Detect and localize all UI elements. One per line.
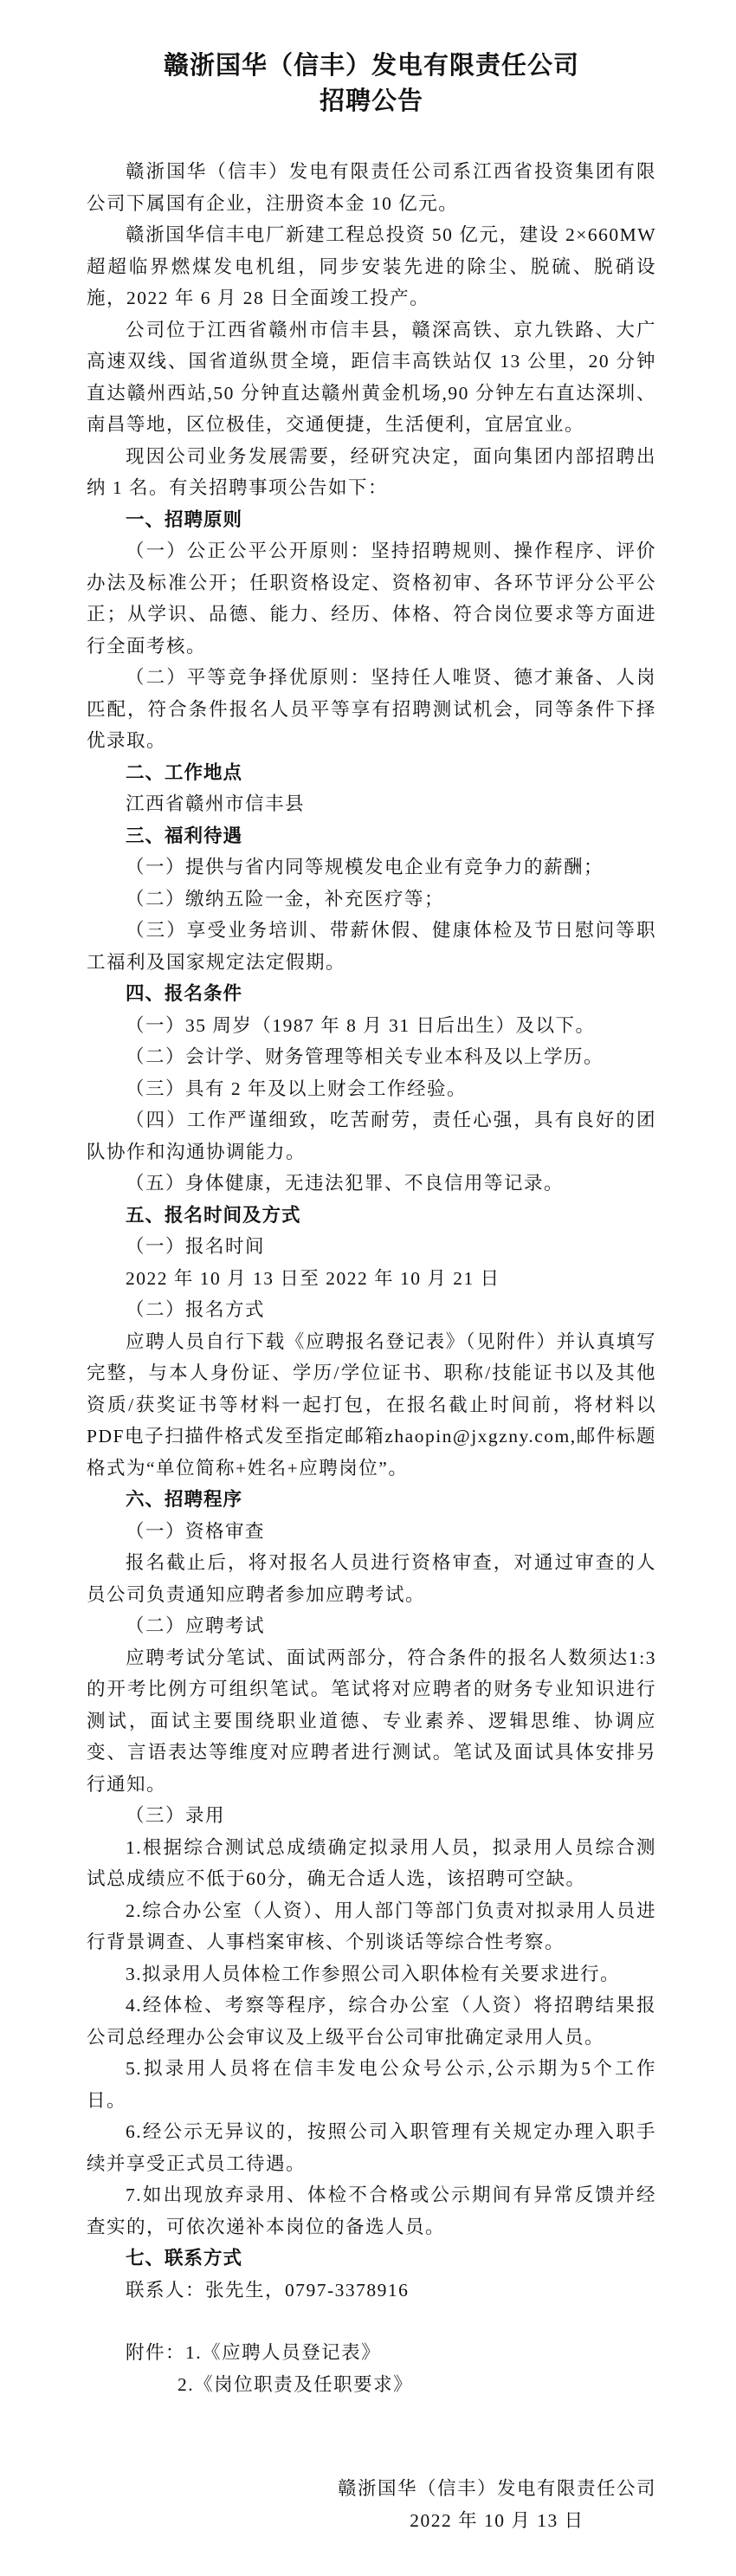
- paragraph-numbered-item: 7.如出现放弃录用、体检不合格或公示期间有异常反馈并经查实的，可依次递补本岗位的备选人员。: [87, 2184, 656, 2237]
- paragraph-numbered-item: 4.经体检、考察等程序，综合办公室（人资）将招聘结果报公司总经理办公会审议及上级平台公司审批确定录用人员。: [87, 1995, 656, 2048]
- paragraph-application-dates: 2022 年 10 月 13 日至 2022 年 10 月 21 日: [126, 1267, 500, 1289]
- subsection-heading-application-time: （一）报名时间: [126, 1236, 266, 1257]
- signature-company: 赣浙国华（信丰）发电有限责任公司: [337, 2478, 656, 2499]
- section-heading-recruitment-principles: 一、招聘原则: [126, 508, 243, 530]
- contact-line: 联系人：张先生，0797-3378916: [126, 2279, 410, 2301]
- section-heading-recruitment-procedure: 六、招聘程序: [126, 1489, 243, 1510]
- section-heading-benefits: 三、福利待遇: [126, 825, 243, 846]
- signature-inner: [338, 2473, 656, 2536]
- paragraph-application-method: 应聘人员自行下载《应聘报名登记表》（见附件）并认真填写完整，与本人身份证、学历/学位证书、职称/技能证书以及其他资质/获奖证书等材料一起打包，在报名截止时间前，将材料以PDF电子扫描件格式发至指定邮箱zhaopin@jxgzny.com,邮件标题格式为“单位简称+姓名+应聘岗位”。: [87, 1330, 656, 1479]
- intro-paragraph: 公司位于江西省赣州市信丰县，赣深高铁、京九铁路、大广高速双线、国省道纵贯全境，距信丰高铁站仅 13 公里，20 分钟直达赣州西站,50 分钟直达赣州黄金机场,90 分钟左右直达深圳、南昌等地，区位极佳，交通便捷，生活便利，宜居宜业。: [87, 319, 656, 435]
- paragraph: 应聘考试分笔试、面试两部分，符合条件的报名人数须达1:3的开考比例方可组织笔试。笔试将对应聘者的财务专业知识进行测试，面试主要围绕职业道德、专业素养、逻辑思维、协调应变、言语表达等维度对应聘者进行测试。笔试及面试具体安排另行通知。: [87, 1647, 656, 1795]
- paragraph: （三）享受业务培训、带薪休假、健康体检及节日慰问等职工福利及国家规定法定假期。: [87, 920, 656, 973]
- intro-paragraph: 现因公司业务发展需要，经研究决定，面向集团内部招聘出纳 1 名。有关招聘事项公告如下：: [87, 445, 656, 498]
- paragraph: （二）会计学、财务管理等相关专业本科及以上学历。: [126, 1046, 604, 1067]
- paragraph: （二）平等竞争择优原则：坚持任人唯贤、德才兼备、人岗匹配，符合条件报名人员平等享有招聘测试机会，同等条件下择优录取。: [87, 667, 656, 751]
- attachment-line: 附件：1.《应聘人员登记表》: [126, 2342, 382, 2363]
- paragraph: （四）工作严谨细致，吃苦耐劳，责任心强，具有良好的团队协作和沟通协调能力。: [87, 1110, 656, 1162]
- paragraph: （三）具有 2 年及以上财会工作经验。: [126, 1078, 468, 1099]
- subsection-heading-application-method: （二）报名方式: [126, 1299, 266, 1320]
- section-heading-application-requirements: 四、报名条件: [126, 983, 243, 1004]
- paragraph: （五）身体健康，无违法犯罪、不良信用等记录。: [126, 1173, 565, 1194]
- paragraph-numbered-item: 1.根据综合测试总成绩确定拟录用人员，拟录用人员综合测试总成绩应不低于60分，确无合适人选，该招聘可空缺。: [87, 1836, 656, 1889]
- paragraph: 江西省赣州市信丰县: [126, 793, 306, 814]
- paragraph-numbered-item: 5.拟录用人员将在信丰发电公众号公示,公示期为5个工作日。: [87, 2058, 656, 2111]
- paragraph: （一）提供与省内同等规模发电企业有竞争力的薪酬；: [126, 857, 604, 877]
- subsection-heading-examination: （二）应聘考试: [126, 1615, 266, 1636]
- intro-paragraph: 赣浙国华信丰电厂新建工程总投资 50 亿元，建设 2×660MW 超超临界燃煤发电机组，同步安装先进的除尘、脱硫、脱硝设施，2022 年 6 月 28 日全面竣工投产。: [87, 224, 656, 308]
- paragraph: （一）公正公平公开原则：坚持招聘规则、操作程序、评价办法及标准公开；任职资格设定、资格初审、各环节评分公平公正；从学识、品德、能力、经历、体格、符合岗位要求等方面进行全面考核。: [87, 540, 656, 657]
- subsection-heading-qualification-review: （一）资格审查: [126, 1520, 266, 1542]
- paragraph-numbered-item: 3.拟录用人员体检工作参照公司入职体检有关要求进行。: [126, 1963, 621, 1984]
- subsection-heading-employment: （三）录用: [126, 1805, 226, 1826]
- paragraph: 报名截止后，将对报名人员进行资格审查，对通过审查的人员公司负责通知应聘者参加应聘考试。: [87, 1552, 656, 1605]
- document-title: [87, 49, 656, 120]
- signature-date: 2022 年 10 月 13 日: [410, 2509, 584, 2531]
- attachment-line: 2.《岗位职责及任职要求》: [178, 2373, 414, 2395]
- paragraph-numbered-item: 6.经公示无异议的，按照公司入职管理有关规定办理入职手续并享受正式员工待遇。: [87, 2121, 656, 2174]
- paragraph-numbered-item: 2.综合办公室（人资）、用人部门等部门负责对拟录用人员进行背景调查、人事档案审核、个别谈话等综合性考察。: [87, 1900, 656, 1952]
- intro-paragraph: 赣浙国华（信丰）发电有限责任公司系江西省投资集团有限公司下属国有企业，注册资本金 10 亿元。: [87, 161, 656, 214]
- section-heading-contact: 七、联系方式: [126, 2248, 243, 2269]
- document-title-line2: 招聘公告: [319, 87, 423, 115]
- document-title-line1: 赣浙国华（信丰）发电有限责任公司: [163, 52, 579, 80]
- paragraph: （一）35 周岁（1987 年 8 月 31 日后出生）及以下。: [126, 1014, 596, 1036]
- section-heading-work-location: 二、工作地点: [126, 761, 243, 783]
- signature-block: [87, 2473, 656, 2536]
- section-heading-application-time-method: 五、报名时间及方式: [126, 1204, 301, 1226]
- paragraph: （二）缴纳五险一金，补充医疗等；: [126, 888, 445, 909]
